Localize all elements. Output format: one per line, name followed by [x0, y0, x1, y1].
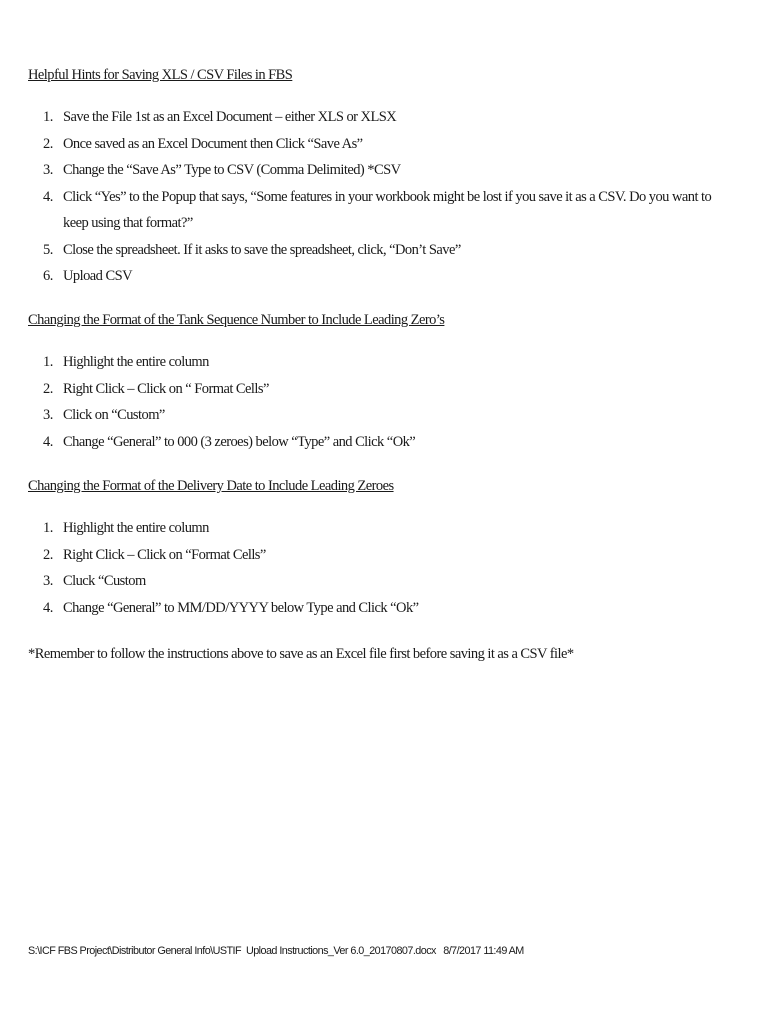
- instruction-list: [28, 104, 738, 290]
- list-item-text: Once saved as an Excel Document then Click “Save As”: [63, 135, 363, 152]
- section-heading: Changing the Format of the Delivery Date to Include Leading Zeroes: [28, 478, 394, 494]
- list-item-number: 2.: [43, 380, 53, 397]
- section-saving-hints: [28, 66, 738, 290]
- list-item-number: 1.: [43, 354, 53, 370]
- list-item: [28, 237, 738, 264]
- list-item-number: 3.: [43, 573, 53, 589]
- list-item: [28, 595, 738, 622]
- instruction-list: [28, 515, 738, 621]
- list-item-number: 5.: [43, 241, 53, 258]
- list-item: [28, 184, 738, 237]
- list-item-text: Highlight the entire column: [63, 520, 209, 536]
- list-item: [28, 542, 738, 569]
- list-item: [28, 131, 738, 158]
- list-item-text: Click on “Custom”: [63, 407, 165, 423]
- section-heading: Changing the Format of the Tank Sequence Number to Include Leading Zero’s: [28, 312, 445, 328]
- list-item: [28, 515, 738, 542]
- list-item-number: 3.: [43, 162, 53, 178]
- list-item-text: Right Click – Click on “ Format Cells”: [63, 380, 269, 397]
- list-item-number: 2.: [43, 135, 53, 152]
- list-item-text: Change “General” to 000 (3 zeroes) below “Type” and Click “Ok”: [63, 433, 416, 450]
- list-item: [28, 568, 738, 595]
- reminder-note: *Remember to follow the instructions above to save as an Excel file first before saving it as a CSV file*: [28, 646, 574, 662]
- list-item: [28, 157, 738, 184]
- list-item-text: Highlight the entire column: [63, 354, 209, 370]
- list-item: [28, 263, 738, 290]
- list-item-text: Right Click – Click on “Format Cells”: [63, 546, 266, 563]
- list-item-number: 4.: [43, 188, 53, 205]
- list-item-number: 2.: [43, 546, 53, 563]
- list-item: [28, 376, 738, 403]
- list-item-text: Cluck “Custom: [63, 573, 146, 589]
- list-item-number: 1.: [43, 109, 53, 125]
- list-item: [28, 402, 738, 429]
- list-item-text: Save the File 1st as an Excel Document – either XLS or XLSX: [63, 109, 397, 125]
- list-item-number: 1.: [43, 520, 53, 536]
- instruction-list: [28, 349, 738, 455]
- section-heading: Helpful Hints for Saving XLS / CSV Files in FBS: [28, 67, 293, 83]
- section-delivery-date: [28, 477, 738, 621]
- list-item-text: Click “Yes” to the Popup that says, “Some features in your workbook might be lost if you save it as a CSV. Do you want to keep using that format?”: [63, 188, 712, 231]
- list-item-text: Change “General” to MM/DD/YYYY below Type and Click “Ok”: [63, 599, 419, 616]
- list-item-text: Close the spreadsheet. If it asks to save the spreadsheet, click, “Don’t Save”: [63, 241, 461, 258]
- list-item: [28, 349, 738, 376]
- document-footer-path: S:\ICF FBS Project\Distributor General Info\USTIF Upload Instructions_Ver 6.0_20170807.docx 8/7/2017 11:49 AM: [28, 945, 524, 957]
- list-item-text: Upload CSV: [63, 268, 133, 284]
- list-item-number: 4.: [43, 433, 53, 450]
- section-tank-sequence: [28, 311, 738, 455]
- list-item: [28, 429, 738, 456]
- list-item-number: 6.: [43, 268, 53, 284]
- list-item-text: Change the “Save As” Type to CSV (Comma Delimited) *CSV: [63, 162, 401, 178]
- list-item-number: 4.: [43, 599, 53, 616]
- list-item-number: 3.: [43, 407, 53, 423]
- reminder-note-block: [28, 645, 738, 663]
- list-item: [28, 104, 738, 131]
